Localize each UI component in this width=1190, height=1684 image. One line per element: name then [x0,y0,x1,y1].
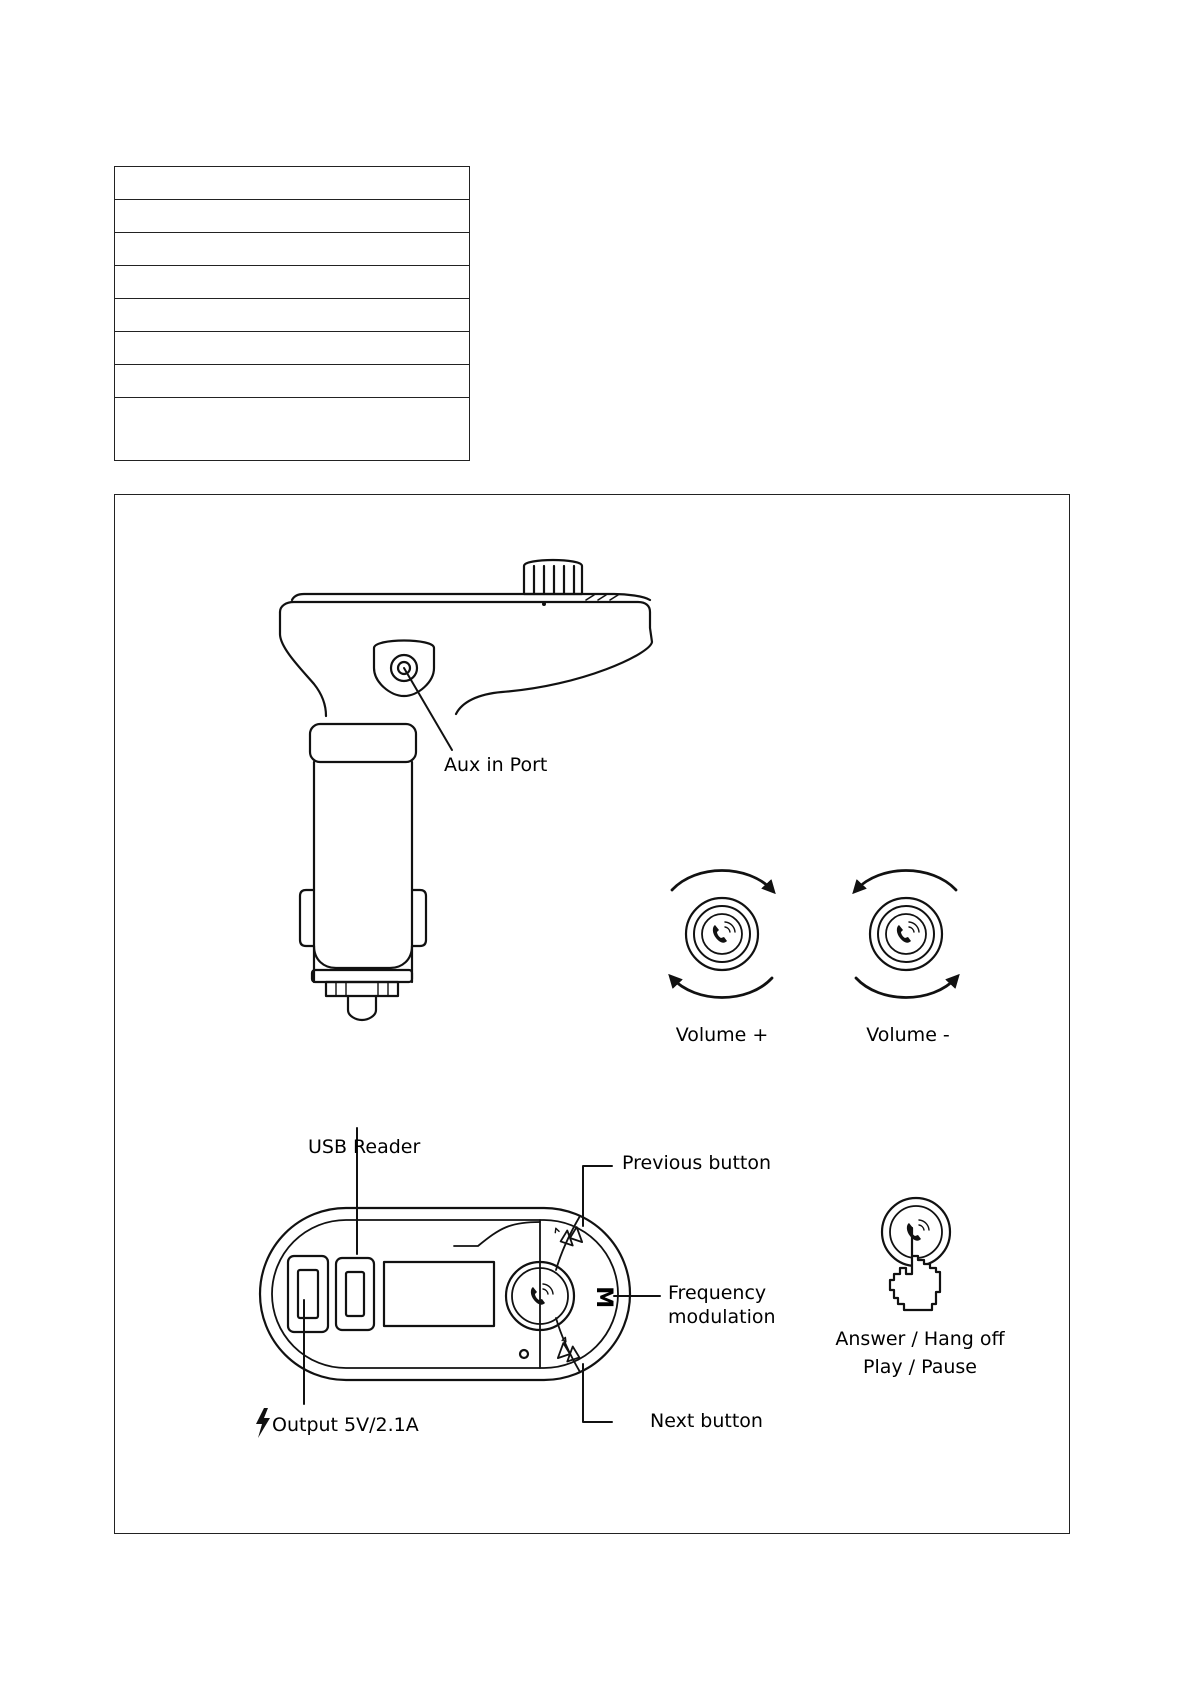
aux-leader-line [404,668,452,750]
display-screen [384,1262,494,1326]
answer-label-line2: Play / Pause [863,1356,977,1378]
base-plate [312,970,412,982]
usb-output-port [288,1256,328,1332]
top-deck [292,594,650,600]
indicator-light [520,1350,528,1358]
device-front-view [260,1128,660,1422]
car-charger-side-view [280,560,652,1020]
hand-pointer-icon [890,1228,940,1310]
knob [524,560,582,594]
volume-minus-icon [856,871,956,998]
collar-band [310,724,416,762]
previous-button-label: Previous button [622,1152,772,1174]
answer-label-line1: Answer / Hang off [835,1328,1005,1350]
next-leader [583,1364,612,1422]
volume-plus-icon [672,871,772,998]
volume-plus-label: Volume + [675,1024,769,1046]
output-label: Output 5V/2.1A [272,1414,419,1436]
usb-reader-label: USB Reader [308,1136,421,1158]
usb-reader-port [336,1258,374,1330]
lightning-icon [256,1408,270,1438]
m-key-label: M [591,1286,617,1309]
stem [314,762,412,982]
aux-in-port-label: Aux in Port [444,754,548,776]
press-icon [882,1198,950,1310]
frequency-label-line2: modulation [668,1306,776,1328]
main-body [280,602,652,714]
next-button-label: Next button [650,1410,763,1432]
next-icon [556,1337,584,1365]
volume-minus-label: Volume - [866,1024,950,1046]
tip [348,996,376,1020]
frequency-label-line1: Frequency [668,1282,767,1304]
previous-icon [554,1221,582,1249]
previous-leader [583,1166,612,1226]
